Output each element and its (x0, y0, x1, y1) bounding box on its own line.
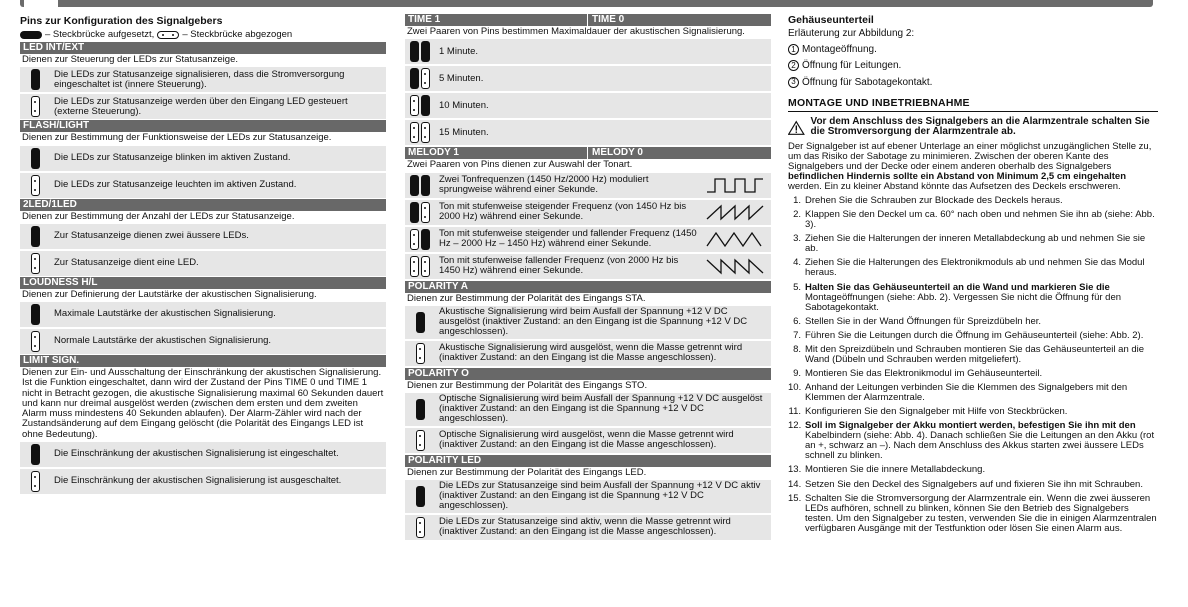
config-row (405, 254, 771, 279)
row-text: Zur Statusanzeige dienen zwei äussere LEDs. (54, 230, 249, 242)
step-bold-text: Soll im Signalgeber der Akku montiert werden, befestigen Sie ihn mit den (805, 420, 1136, 432)
polarity-header: POLARITY O (405, 368, 771, 380)
step-body-text: Klappen Sie den Deckel um ca. 60° nach oben und nehmen Sie ihn ab (siehe: Abb. 3). (805, 209, 1155, 231)
config-row (20, 67, 386, 92)
pin-icons (405, 343, 435, 364)
time0-label: TIME 0 (587, 14, 771, 26)
config-row (405, 173, 771, 198)
section-description: Dienen zur Bestimmung der Funktionsweise der LEDs zur Statusanzeige. (22, 132, 332, 144)
row-text: 1 Minute. (439, 45, 479, 57)
step-text (805, 494, 1158, 534)
circled-number: 3 (788, 77, 799, 88)
step-text (805, 345, 1158, 365)
step-item (788, 317, 1158, 327)
column-pin-config (20, 14, 386, 494)
config-row (20, 442, 386, 467)
row-text: Ton mit stufenweise fallender Frequenz (von 2000 Hz bis 1450 Hz) während einer Sekunde. (439, 254, 679, 276)
pin-open-icon (416, 430, 425, 451)
pin-closed-icon (421, 41, 430, 62)
step-body-text: Ziehen Sie die Halterungen der inneren Metallabdeckung ab und nehmen Sie sie ab. (805, 233, 1146, 255)
row-text: Die LEDs zur Statusanzeige blinken im aktiven Zustand. (54, 151, 291, 163)
pin-open-icon (31, 96, 40, 117)
mount-intro-a: Der Signalgeber ist auf ebener Unterlage an einer möglichst unzugänglichen Stelle zu, um das Risiko der Sabotage zu minimieren. Zwischen der oberen Kante des Signalgebers und der Decke oder einem anderen oberhalb des Signalgebers (788, 140, 1152, 172)
pin-closed-icon (410, 202, 419, 223)
row-text: Die Einschränkung der akustischen Signalisierung ist ausgeschaltet. (54, 475, 342, 487)
config-row (405, 39, 771, 64)
pin-open-icon (410, 122, 419, 143)
step-number: 3. (793, 233, 801, 245)
step-item (788, 421, 1158, 461)
mount-intro-bold: befindlichen Hindernis sollte ein Abstand von Minimum 2,5 cm eingehalten (788, 170, 1127, 182)
step-text (805, 407, 1158, 417)
section-description: Dienen zur Definierung der Lautstärke der akustischen Signalisierung. (22, 288, 317, 300)
waveform-icon (705, 174, 765, 196)
pin-open-icon (421, 122, 430, 143)
step-body-text: Drehen Sie die Schrauben zur Blockade des Deckels heraus. (805, 195, 1063, 207)
step-body-text: Mit den Spreizdübeln und Schrauben montieren Sie das Gehäuseunterteil an die Wand (Dübeln und Schrauben werden mitgeliefert). (805, 343, 1145, 365)
config-row (405, 515, 771, 540)
step-item (788, 494, 1158, 534)
polarity-description: Dienen zur Bestimmung der Polarität des Eingangs STA. (407, 292, 646, 304)
time-description: Zwei Paaren von Pins bestimmen Maximaldauer der akustischen Signalisierung. (407, 26, 745, 37)
polarity-description: Dienen zur Bestimmung der Polarität des Eingangs STO. (407, 379, 648, 391)
pin-icons (405, 517, 435, 538)
polarity-description: Dienen zur Bestimmung der Polarität des Eingangs LED. (407, 466, 647, 478)
step-item (788, 383, 1158, 403)
step-number: 8. (793, 343, 801, 355)
step-body-text: Montieren Sie die innere Metallabdeckung. (805, 464, 986, 476)
config-row (20, 329, 386, 354)
config-row (20, 469, 386, 494)
config-row (405, 480, 771, 513)
installation-steps (788, 196, 1158, 534)
step-number: 4. (793, 257, 801, 269)
pin-config-title: Pins zur Konfiguration des Signalgebers (20, 15, 223, 27)
step-body-text: Anhand der Leitungen verbinden Sie die Klemmen des Signalgebers mit den Klemmen der Alarmzentrale. (805, 382, 1128, 404)
step-item (788, 465, 1158, 475)
warning-icon (788, 117, 805, 139)
pin-icons (405, 175, 435, 196)
step-number: 13. (788, 464, 802, 476)
row-text: Zur Statusanzeige dient eine LED. (54, 257, 199, 269)
step-number: 14. (788, 478, 802, 490)
row-text: Die LEDs zur Statusanzeige sind aktiv, wenn die Masse getrennt wird (inaktiver Zustand: an den Eingang ist die Masse angeschlossen). (439, 515, 731, 537)
step-number: 5. (793, 281, 801, 293)
circled-number: 2 (788, 60, 799, 71)
pin-closed-icon (410, 175, 419, 196)
step-text (805, 331, 1158, 341)
config-row (405, 66, 771, 91)
pin-open-icon (416, 343, 425, 364)
page-number-tab (24, 0, 58, 7)
step-text (805, 421, 1158, 461)
mount-intro-c: werden. Ein zu kleiner Abstand könnte das Aufsetzen des Deckels erschweren. (788, 181, 1121, 193)
pin-icons (405, 202, 435, 223)
pin-icons (20, 304, 50, 325)
jumper-on-label: – Steckbrücke aufgesetzt, (45, 28, 155, 40)
pin-icons (405, 229, 435, 250)
row-text: Ton mit stufenweise steigender und fallender Frequenz (1450 Hz – 2000 Hz – 1450 Hz) während einer Sekunde. (439, 227, 697, 249)
pin-open-icon (31, 471, 40, 492)
config-row (20, 224, 386, 249)
step-number: 7. (793, 329, 801, 341)
mount-title: MONTAGE UND INBETRIEBNAHME (788, 97, 1158, 112)
pin-icons (20, 471, 50, 492)
row-text: Optische Signalisierung wird ausgelöst, wenn die Masse getrennt wird (inaktiver Zustand: an den Eingang ist die Masse angeschlossen). (439, 428, 734, 450)
step-text (805, 283, 1158, 313)
section-description: Dienen zur Ein- und Ausschaltung der Einschränkung der akustischen Signalisierung. Ist die Funktion eingeschaltet, dann wird der Zustand der Pins TIME 0 und TIME 1 nicht in Betracht gezogen, die akustische Signalisierung maximal 60 Sekunden dauert und kann nur dreimal ausgelöst werden (zwischen dem ersten und dem zweiten Alarm muss mindestens 40 Sekunden ablaufen). Der Alarm-Zähler wird nach der Zustandsänderung auf dem Eingang gelöscht (die Polarität des Eingangs LED ist ohne Bedeutung). (22, 367, 384, 440)
step-text (805, 383, 1158, 403)
pin-closed-icon (31, 148, 40, 169)
pin-icons (405, 41, 435, 62)
section-header: 2LED/1LED (20, 199, 386, 211)
row-text: 10 Minuten. (439, 99, 489, 111)
row-text: 15 Minuten. (439, 126, 489, 138)
pin-open-icon (31, 253, 40, 274)
step-item (788, 210, 1158, 230)
pin-icons (20, 96, 50, 117)
jumper-legend (20, 29, 386, 40)
warning-text: Vor dem Anschluss des Signalgebers an die Alarmzentrale schalten Sie die Stromversorgung der Alarmzentrale ab. (810, 115, 1150, 138)
config-row (405, 393, 771, 426)
pin-icons (405, 312, 435, 333)
circled-number: 1 (788, 44, 799, 55)
step-item (788, 283, 1158, 313)
step-body-text: Führen Sie die Leitungen durch die Öffnung im Gehäuseunterteil (siehe: Abb. 2). (805, 329, 1144, 341)
jumper-off-icon (157, 31, 179, 39)
config-row (20, 173, 386, 198)
pin-closed-icon (31, 444, 40, 465)
row-text: Die LEDs zur Statusanzeige leuchten im aktiven Zustand. (54, 178, 297, 190)
housing-intro: Erläuterung zur Abbildung 2: (788, 27, 915, 39)
step-body-text: Schalten Sie die Stromversorgung der Alarmzentrale ein. Wenn die zwei äusseren LEDs aufhören, schnell zu blinken, können Sie den Betrieb des Signalgebers testen. Um den Signalgeber zu testen, verwenden Sie die in einigen Alarmzentralen verfügbaren Ausgänge mit der Testfunktion oder lösen Sie einen Alarm aus. (805, 492, 1157, 534)
row-text: Akustische Signalisierung wird beim Ausfall der Spannung +12 V DC ausgelöst (inaktiver Zustand: an den Eingang ist die Spannung +12 V DC angeschlossen). (439, 305, 748, 338)
row-text: Die LEDs zur Statusanzeige werden über den Eingang LED gesteuert (externe Steuerung). (54, 95, 348, 117)
pin-closed-icon (421, 229, 430, 250)
row-text: Zwei Tonfrequenzen (1450 Hz/2000 Hz) moduliert sprungweise während einer Sekunde. (439, 173, 649, 195)
step-body-text: Montageöffnungen (siehe: Abb. 2). Vergessen Sie nicht die Öffnung für den Sabotagekontakt. (805, 291, 1122, 313)
section-header: LED INT/EXT (20, 42, 386, 54)
row-text: Die LEDs zur Statusanzeige signalisieren, dass die Stromversorgung eingeschaltet ist (innere Steuerung). (54, 68, 345, 90)
pin-closed-icon (31, 226, 40, 247)
pin-icons (405, 486, 435, 507)
step-number: 9. (793, 367, 801, 379)
config-row (20, 94, 386, 119)
waveform-icon (705, 201, 765, 223)
pin-closed-icon (31, 69, 40, 90)
step-text (805, 258, 1158, 278)
pin-open-icon (421, 202, 430, 223)
pin-icons (405, 256, 435, 277)
config-row (20, 302, 386, 327)
pin-open-icon (31, 331, 40, 352)
step-number: 15. (788, 492, 802, 504)
row-text: Optische Signalisierung wird beim Ausfall der Spannung +12 V DC ausgelöst (inaktiver Zustand: an den Eingang ist die Spannung +12 V DC angeschlossen). (439, 392, 763, 425)
pin-icons (20, 175, 50, 196)
pin-open-icon (416, 517, 425, 538)
pin-closed-icon (410, 41, 419, 62)
section-description: Dienen zur Bestimmung der Anzahl der LEDs zur Statusanzeige. (22, 210, 295, 222)
step-text (805, 210, 1158, 230)
step-item (788, 407, 1158, 417)
polarity-header: POLARITY LED (405, 455, 771, 467)
pin-closed-icon (31, 304, 40, 325)
pin-open-icon (410, 95, 419, 116)
warning-box (788, 117, 1158, 139)
time-header (405, 14, 771, 26)
housing-item-text: Montageöffnung. (802, 44, 877, 56)
step-number: 6. (793, 315, 801, 327)
step-item (788, 331, 1158, 341)
column-installation (788, 14, 1158, 534)
step-number: 1. (793, 195, 801, 207)
pin-open-icon (410, 256, 419, 277)
step-item (788, 234, 1158, 254)
pin-icons (405, 95, 435, 116)
step-text (805, 196, 1158, 206)
pin-icons (405, 430, 435, 451)
step-body-text: Stellen Sie in der Wand Öffnungen für Spreizdübeln her. (805, 315, 1042, 327)
pin-icons (20, 253, 50, 274)
step-body-text: Setzen Sie den Deckel des Signalgebers auf und fixieren Sie ihn mit Schrauben. (805, 478, 1143, 490)
pin-icons (20, 331, 50, 352)
melody-description: Zwei Paaren von Pins dienen zur Auswahl der Tonart. (407, 159, 633, 171)
pin-closed-icon (416, 312, 425, 333)
mount-intro (788, 142, 1158, 192)
config-row (405, 120, 771, 145)
step-body-text: Konfigurieren Sie den Signalgeber mit Hilfe von Steckbrücken. (805, 406, 1068, 418)
step-item (788, 345, 1158, 365)
section-header: LIMIT SIGN. (20, 355, 386, 367)
pin-closed-icon (410, 68, 419, 89)
polarity-header: POLARITY A (405, 281, 771, 293)
config-row (405, 306, 771, 339)
config-row (405, 341, 771, 366)
step-bold-text: Halten Sie das Gehäuseunterteil an die Wand und markieren Sie die (805, 281, 1110, 293)
pin-open-icon (31, 175, 40, 196)
housing-item (788, 60, 1158, 72)
step-item (788, 196, 1158, 206)
jumper-on-icon (20, 31, 42, 39)
melody-header (405, 147, 771, 159)
row-text: Die Einschränkung der akustischen Signalisierung ist eingeschaltet. (54, 448, 339, 460)
config-row (405, 200, 771, 225)
step-number: 11. (788, 406, 801, 418)
config-row (405, 227, 771, 252)
housing-item-text: Öffnung für Sabotagekontakt. (802, 76, 933, 88)
config-row (405, 93, 771, 118)
housing-title: Gehäuseunterteil (788, 14, 874, 26)
melody1-label: MELODY 1 (408, 147, 459, 159)
pin-closed-icon (421, 175, 430, 196)
row-text: Normale Lautstärke der akustischen Signalisierung. (54, 335, 272, 347)
page-top-bar (20, 0, 1153, 7)
step-number: 12. (788, 420, 802, 432)
housing-item (788, 44, 1158, 56)
config-row (20, 146, 386, 171)
pin-closed-icon (416, 486, 425, 507)
pin-icons (405, 68, 435, 89)
pin-icons (20, 69, 50, 90)
melody0-label: MELODY 0 (587, 147, 771, 159)
step-text (805, 317, 1158, 327)
pin-icons (20, 148, 50, 169)
pin-open-icon (421, 68, 430, 89)
column-settings (405, 14, 771, 540)
step-text (805, 234, 1158, 254)
step-body-text: Ziehen Sie die Halterungen des Elektronikmoduls ab und nehmen Sie das Modul heraus. (805, 257, 1145, 279)
pin-icons (20, 444, 50, 465)
step-item (788, 480, 1158, 490)
pin-open-icon (410, 229, 419, 250)
section-header: FLASH/LIGHT (20, 120, 386, 132)
step-body-text: Kabelbindern (siehe: Abb. 4). Danach schließen Sie die Leitungen an den Akku (rot an +, schwarz an –). Nach dem Anschluss des Akkus starten zwei äussere LEDs schnell zu blinken. (805, 430, 1155, 462)
step-number: 2. (793, 209, 801, 221)
step-text (805, 369, 1158, 379)
step-text (805, 465, 1158, 475)
step-item (788, 258, 1158, 278)
row-text: Akustische Signalisierung wird ausgelöst, wenn die Masse getrennt wird (inaktiver Zustand: an den Eingang ist die Masse angeschlossen). (439, 341, 743, 363)
section-description: Dienen zur Steuerung der LEDs zur Statusanzeige. (22, 54, 238, 66)
pin-closed-icon (416, 399, 425, 420)
jumper-off-label: – Steckbrücke abgezogen (182, 28, 293, 40)
row-text: Ton mit stufenweise steigender Frequenz (von 1450 Hz bis 2000 Hz) während einer Sekunde. (439, 200, 687, 222)
config-row (405, 428, 771, 453)
step-item (788, 369, 1158, 379)
step-body-text: Montieren Sie das Elektronikmodul im Gehäuseunterteil. (805, 367, 1043, 379)
time1-label: TIME 1 (408, 14, 441, 25)
row-text: Die LEDs zur Statusanzeige sind beim Ausfall der Spannung +12 V DC aktiv (inaktiver Zustand: an den Eingang ist die Spannung +12 V DC angeschlossen). (439, 479, 761, 512)
pin-icons (405, 122, 435, 143)
waveform-icon (705, 255, 765, 277)
pin-icons (405, 399, 435, 420)
housing-item-text: Öffnung für Leitungen. (802, 60, 902, 72)
row-text: Maximale Lautstärke der akustischen Signalisierung. (54, 308, 276, 320)
pin-icons (20, 226, 50, 247)
housing-item (788, 77, 1158, 89)
section-header: LOUDNESS H/L (20, 277, 386, 289)
waveform-icon (705, 228, 765, 250)
row-text: 5 Minuten. (439, 72, 484, 84)
pin-open-icon (421, 256, 430, 277)
pin-closed-icon (421, 95, 430, 116)
config-row (20, 251, 386, 276)
step-text (805, 480, 1158, 490)
step-number: 10. (788, 382, 802, 394)
